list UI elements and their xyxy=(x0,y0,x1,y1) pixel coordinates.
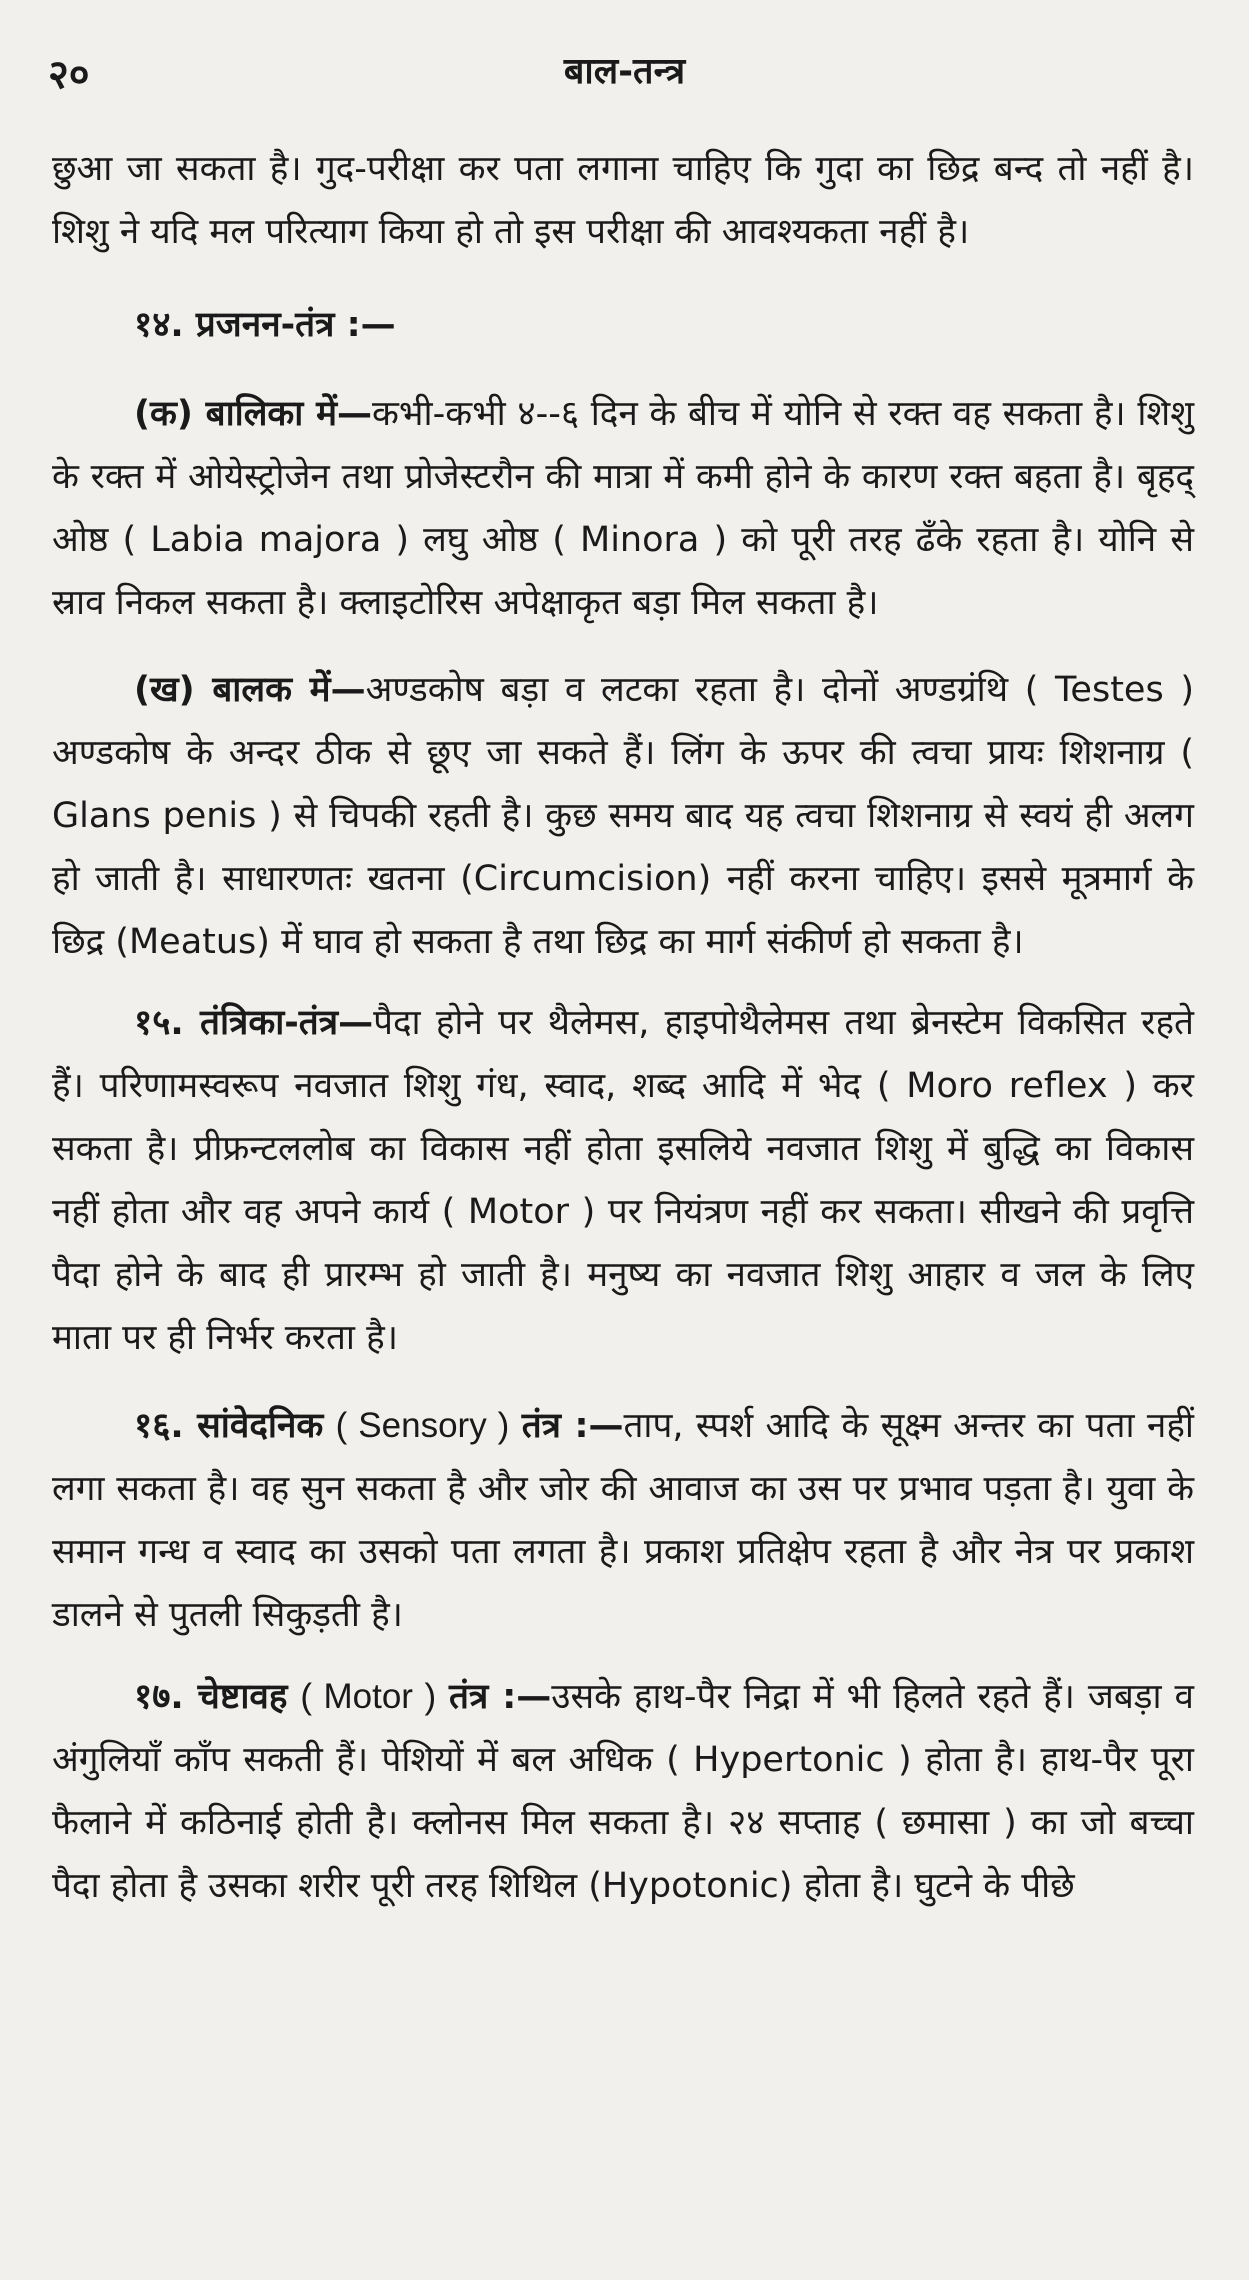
section-heading-14: १४. प्रजनन-तंत्र :— xyxy=(134,305,396,345)
paragraph-nervous-system xyxy=(52,992,1194,1370)
paragraph-boys xyxy=(52,659,1194,974)
paragraph-motor-system-text: उसके हाथ-पैर निद्रा में भी हिलते रहते हैं। जबड़ा व अंगुलियाँ काँप सकती हैं। पेशियों में बल अधिक ( Hypertonic ) होता है। हाथ-पैर पूरा फैलाने में कठिनाई होती है। क्लोनस मिल सकता है। २४ सप्ताह ( छमासा ) का जो बच्चा पैदा होता है उसका शरीर पूरी तरह शिथिल (Hypotonic) होता है। घुटने के पीछे xyxy=(52,1677,1194,1906)
paragraph-boys-text: अण्डकोष बड़ा व लटका रहता है। दोनों अण्डग्रंथि ( Testes ) अण्डकोष के अन्दर ठीक से छूए जा सकते हैं। लिंग के ऊपर की त्वचा प्रायः शिशनाग्र ( Glans penis ) से चिपकी रहती है। कुछ समय बाद यह त्वचा शिशनाग्र से स्वयं ही अलग हो जाती है। साधारणतः खतना (Circumcision) नहीं करना चाहिए। इससे मूत्रमार्ग के छिद्र (Meatus) में घाव हो सकता है तथा छिद्र का मार्ग संकीर्ण हो सकता है। xyxy=(52,670,1194,962)
section-heading-17-tail: तंत्र :— xyxy=(449,1677,552,1717)
section-heading-16-english: ( Sensory ) xyxy=(335,1406,510,1445)
paragraph-girls-text: कभी-कभी ४--६ दिन के बीच में योनि से रक्त वह सकता है। शिशु के रक्त में ओयेस्ट्रोजेन तथा प्रोजेस्टरौन की मात्रा में कमी होने के कारण रक्त बहता है। बृहद् ओष्ठ ( Labia majora ) लघु ओष्ठ ( Minora ) को पूरी तरह ढँके रहता है। योनि से स्राव निकल सकता है। क्लाइटोरिस अपेक्षाकृत बड़ा मिल सकता है। xyxy=(52,394,1194,623)
section-heading-16-tail: तंत्र :— xyxy=(521,1406,624,1446)
paragraph-girls xyxy=(52,383,1194,635)
page-number: २० xyxy=(48,52,90,98)
subsection-label-girls: (क) बालिका में— xyxy=(134,394,373,434)
paragraph-motor-system xyxy=(52,1665,1194,1918)
paragraph-continuation: छुआ जा सकता है। गुद-परीक्षा कर पता लगाना चाहिए कि गुदा का छिद्र बन्द तो नहीं है। शिशु ने यदि मल परित्याग किया हो तो इस परीक्षा की आवश्यकता नहीं है। xyxy=(52,149,1194,252)
paragraph-nervous-system-text: पैदा होने पर थैलेमस, हाइपोथैलेमस तथा ब्रेनस्टेम विकसित रहते हैं। परिणामस्वरूप नवजात शिशु गंध, स्वाद, शब्द आदि में भेद ( Moro reflex ) कर सकता है। प्रीफ्रन्टललोब का विकास नहीं होता इसलिये नवजात शिशु में बुद्धि का विकास नहीं होता और वह अपने कार्य ( Motor ) पर नियंत्रण नहीं कर सकता। सीखने की प्रवृत्ति पैदा होने के बाद ही प्रारम्भ हो जाती है। मनुष्य का नवजात शिशु आहार व जल के लिए माता पर ही निर्भर करता है। xyxy=(52,1003,1194,1358)
paragraph-sensory-system xyxy=(52,1394,1194,1647)
paragraph-sensory-system-text: ताप, स्पर्श आदि के सूक्ष्म अन्तर का पता नहीं लगा सकता है। वह सुन सकता है और जोर की आवाज का उस पर प्रभाव पड़ता है। युवा के समान गन्ध व स्वाद का उसको पता लगता है। प्रकाश प्रतिक्षेप रहता है और नेत्र पर प्रकाश डालने से पुतली सिकुड़ती है। xyxy=(52,1406,1194,1635)
page-body xyxy=(52,138,1194,1918)
section-heading-17-english: ( Motor ) xyxy=(300,1677,437,1716)
page-header xyxy=(0,45,1249,115)
running-head: बाल-तन्त्र xyxy=(563,51,686,92)
section-heading-17: १७. चेष्टावह xyxy=(134,1677,288,1717)
subsection-label-boys: (ख) बालक में— xyxy=(134,670,366,710)
section-heading-15: १५. तंत्रिका-तंत्र— xyxy=(134,1003,374,1043)
section-heading-16: १६. सांवेदनिक xyxy=(134,1406,324,1446)
